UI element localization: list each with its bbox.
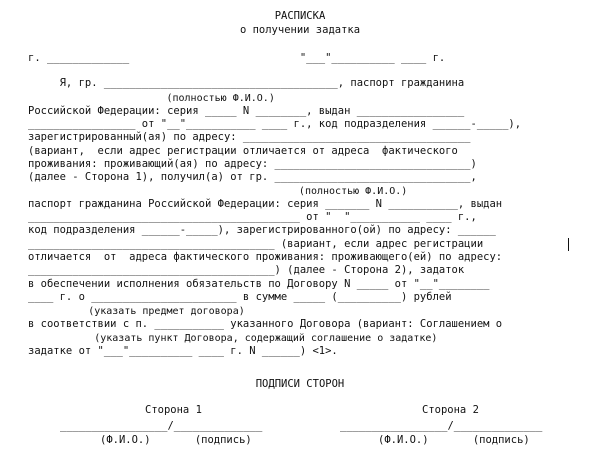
line-clause-hint: (указать пункт Договора, содержащий соглашение о задатке) [28, 333, 438, 344]
line-passport-series-2: паспорт гражданина Российской Федерации: серия _______ N ___________, выдан [28, 198, 503, 210]
line-party2-deposit: _______________________________________) (далее - Сторона 2), задаток [28, 264, 465, 276]
line-registered-2: код подразделения ______-_____), зарегистрированного(ой) по адресу: ______ [28, 224, 496, 236]
line-registered-1: зарегистрированный(ая) по адресу: ____________________________________ [28, 131, 471, 143]
party1-signature-caption: (Ф.И.О.) (подпись) [100, 434, 252, 446]
line-party1-name: Я, гр. _____________________________________, паспорт гражданина [28, 77, 465, 89]
line-contract-obligations: в обеспечении исполнения обязательств по Договору N _____ от "__"________ [28, 278, 490, 290]
text-cursor [568, 238, 569, 251]
line-subject-hint: (указать предмет договора) [28, 306, 245, 317]
line-fio-hint-2: (полностью Ф.И.О.) [28, 186, 408, 197]
line-contract-clause: в соответствии с п. ___________ указанного Договора (вариант: Соглашением о [28, 318, 503, 330]
line-fio-hint-1: (полностью Ф.И.О.) [28, 93, 275, 104]
line-variant-1: (вариант, если адрес регистрации отличается от адреса фактического [28, 145, 458, 157]
document-subtitle: о получении задатка [239, 24, 361, 36]
line-residing-2: отличается от адреса фактического проживания: проживающего(ей) по адресу: [28, 251, 503, 263]
party2-signature-line: _________________/______________ [340, 420, 543, 432]
line-issued-date-2: ___________________________________________ от " "___________ ____ г., [28, 211, 477, 223]
line-variant-2: _______________________________________ (вариант, если адрес регистрации [28, 238, 484, 250]
line-residing-1: проживания: проживающий(ая) по адресу: _______________________________) [28, 158, 477, 170]
line-passport-series-1: Российской Федерации: серия _____ N ________, выдан _________________ [28, 105, 465, 117]
line-contract-subject: ____ г. о _______________________ в сумме _____ (__________) рублей [28, 291, 452, 303]
line-issued-date-1: _________________ от "__"___________ ____ г., код подразделения ______-_____), [28, 118, 522, 130]
line-deposit-date: задатке от "___"__________ ____ г. N ______) <1>. [28, 345, 338, 357]
signatures-heading: ПОДПИСИ СТОРОН [255, 378, 345, 390]
party1-label: Сторона 1 [145, 404, 202, 416]
party2-signature-caption: (Ф.И.О.) (подпись) [378, 434, 530, 446]
line-city-date: г. _____________ "___"__________ ____ г. [28, 52, 446, 64]
party1-signature-line: _________________/______________ [60, 420, 263, 432]
document-title: РАСПИСКА [274, 10, 326, 22]
line-party1-received: (далее - Сторона 1), получил(а) от гр. _______________________________, [28, 171, 477, 183]
party2-label: Сторона 2 [422, 404, 479, 416]
